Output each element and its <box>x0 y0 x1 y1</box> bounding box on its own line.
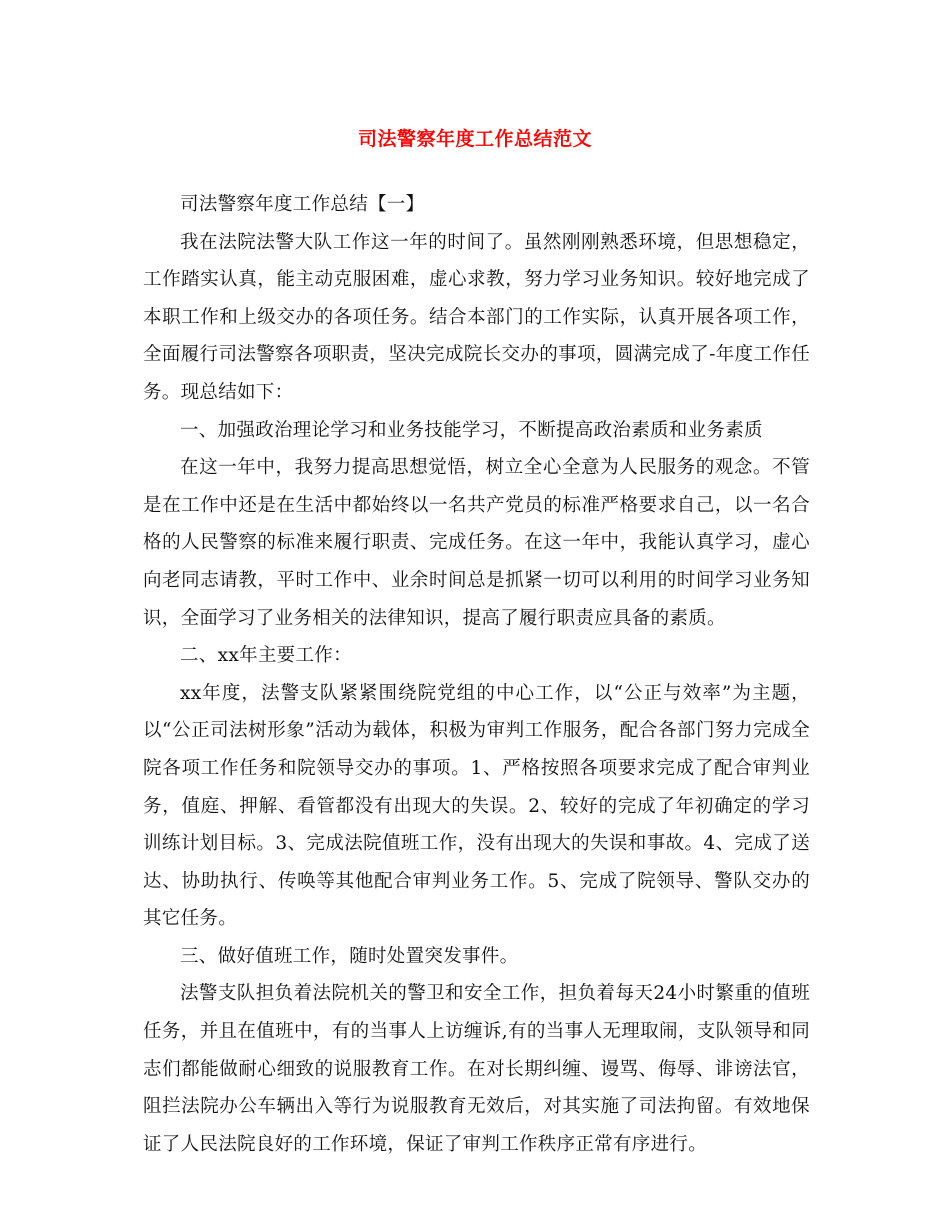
heading-part-two: 二、xx年主要工作： <box>180 645 352 667</box>
duty-paragraph: 法警支队担负着法院机关的警卫和安全工作，担负着每天24小时繁重的值班任务，并且在值班中，有的当事人上访缠诉,有的当事人无理取闹，支队领导和同志们都能做耐心细致的说服教育工作。在对长期纠缠、谩骂、侮辱、诽谤法官，阻拦法院办公车辆出入等行为说服教育无效后，对其实施了司法拘留。有效地保证了人民法院良好的工作环境，保证了审判工作秩序正常有序进行。 <box>143 983 810 1155</box>
document-body <box>143 186 810 1163</box>
heading-part-one: 一、加强政治理论学习和业务技能学习，不断提高政治素质和业务素质 <box>180 419 763 441</box>
study-paragraph: 在这一年中，我努力提高思想觉悟，树立全心全意为人民服务的观念。不管是在工作中还是在生活中都始终以一名共产党员的标准严格要求自己，以一名合格的人民警察的标准来履行职责、完成任务。在这一年中，我能认真学习，虚心向老同志请教，平时工作中、业余时间总是抓紧一切可以利用的时间学习业务知识，全面学习了业务相关的法律知识，提高了履行职责应具备的素质。 <box>143 457 810 629</box>
document-title: 司法警察年度工作总结范文 <box>357 128 592 150</box>
main-work-paragraph: xx年度，法警支队紧紧围绕院党组的中心工作，以“公正与效率”为主题，以“公正司法树形象”活动为载体，积极为审判工作服务，配合各部门努力完成全院各项工作任务和院领导交办的事项。1、严格按照各项要求完成了配合审判业务，值庭、押解、看管都没有出现大的失误。2、较好的完成了年初确定的学习训练计划目标。3、完成法院值班工作，没有出现大的失误和事故。4、完成了送达、协助执行、传唤等其他配合审判业务工作。5、完成了院领导、警队交办的其它任务。 <box>143 682 810 930</box>
heading-part-three: 三、做好值班工作，随时处置突发事件。 <box>180 945 519 967</box>
section-heading-one: 司法警察年度工作总结【一】 <box>180 194 425 215</box>
intro-paragraph: 我在法院法警大队工作这一年的时间了。虽然刚刚熟悉环境，但思想稳定，工作踏实认真，能主动克服困难，虚心求教，努力学习业务知识。较好地完成了本职工作和上级交办的各项任务。结合本部门的工作实际，认真开展各项工作，全面履行司法警察各项职责，坚决完成院长交办的事项，圆满完成了-年度工作任务。现总结如下： <box>143 231 810 403</box>
